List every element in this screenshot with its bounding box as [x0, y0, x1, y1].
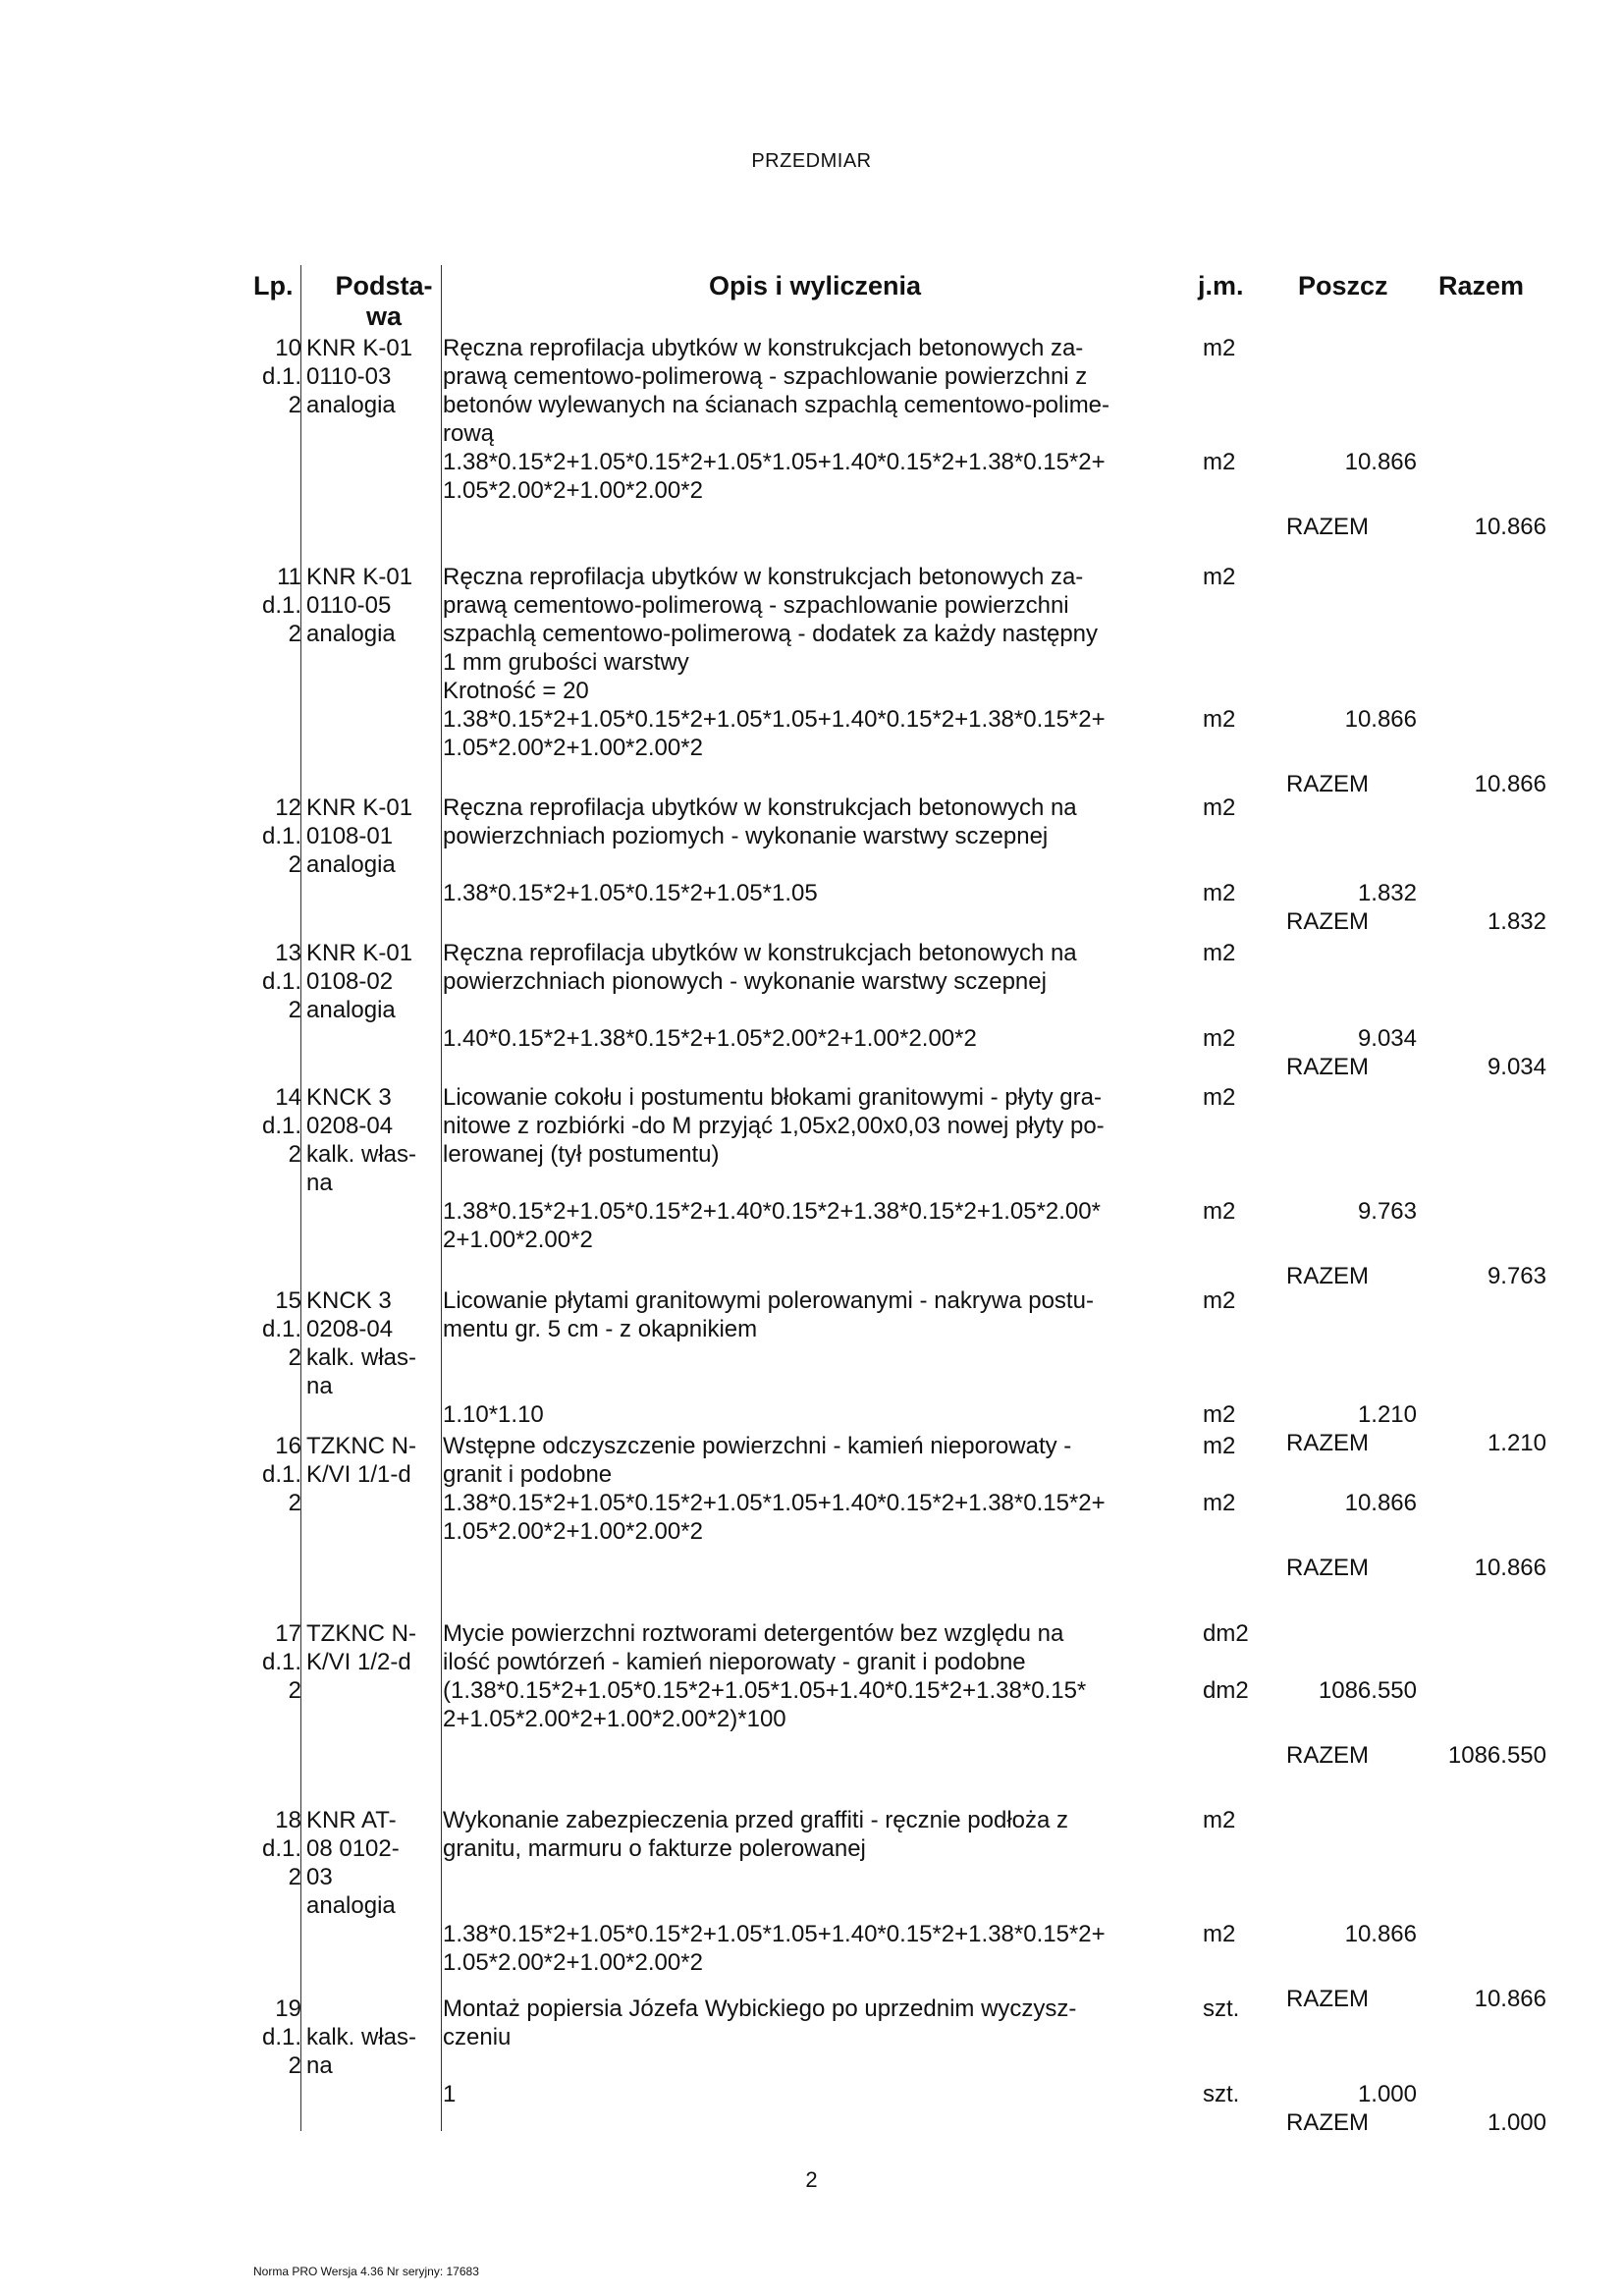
entry-razem-label: [1286, 2108, 1369, 2137]
entry-podstawa-line: TZKNC N-: [306, 1620, 416, 1647]
entry-razem-label: [1286, 1554, 1369, 1582]
entry-calc-unit: [1203, 1400, 1235, 1429]
entry-podstawa-line: analogia: [306, 1892, 396, 1919]
entry-description-line: powierzchniach poziomych - wykonanie warstwy sczepnej: [443, 823, 1049, 849]
entry-lp-line: d.1.: [261, 363, 301, 390]
entry-description-line: granitu, marmuru o fakturze polerowanej: [443, 1835, 866, 1862]
entry-calc-unit-value: m2: [1203, 1198, 1236, 1225]
entry-description-line: czeniu: [443, 2024, 512, 2050]
entry-description-line: Wstępne odczyszczenie powierzchni - kamień nieporowaty -: [443, 1433, 1072, 1459]
entry-description-line: Ręczna reprofilacja ubytków w konstrukcjach betonowych za-: [443, 335, 1084, 361]
entry-razem: [1414, 1985, 1546, 2013]
entry-podstawa: [306, 1619, 444, 1676]
entry-razem-value: 1.210: [1487, 1430, 1546, 1456]
entry-poszcz-value: 1086.550: [1318, 1677, 1417, 1704]
entry-calculation-line: 1.38*0.15*2+1.05*0.15*2+1.05*1.05: [443, 880, 818, 906]
entry-unit-value: m2: [1203, 1287, 1236, 1314]
entry-unit-value: m2: [1203, 1807, 1236, 1833]
entry-calculation: [443, 705, 1189, 762]
entry-razem-label-text: RAZEM: [1286, 1054, 1369, 1080]
entry-lp-line: 10: [275, 335, 301, 361]
entry-podstawa-line: 0208-04: [306, 1316, 394, 1342]
entry-razem-label-text: RAZEM: [1286, 771, 1369, 797]
entry-podstawa-line: KNR K-01: [306, 335, 413, 361]
entry-calculation: [443, 1400, 1189, 1429]
entry-podstawa-line: kalk. włas-: [306, 2024, 417, 2050]
entry-unit: [1203, 793, 1235, 822]
entry-calculation-line: 1: [443, 2081, 457, 2107]
entry-calculation-line: 1.05*2.00*2+1.00*2.00*2: [443, 477, 703, 504]
entry-calc-unit-value: m2: [1203, 1025, 1236, 1052]
entry-podstawa: [306, 1083, 444, 1197]
entry-calc-unit-value: m2: [1203, 706, 1236, 733]
entry-podstawa: [306, 334, 444, 419]
entry-podstawa-line: analogia: [306, 997, 396, 1023]
entry-calc-unit: [1203, 1024, 1235, 1053]
entry-calculation-line: (1.38*0.15*2+1.05*0.15*2+1.05*1.05+1.40*0.15*2+1.38*0.15*: [443, 1677, 1087, 1704]
entry-calc-unit: [1203, 879, 1235, 907]
entry-calculation-line: 1.05*2.00*2+1.00*2.00*2: [443, 1949, 703, 1976]
entry-lp: [241, 793, 301, 879]
entry-lp: [241, 1083, 301, 1169]
entry-unit: [1203, 1806, 1235, 1834]
entry-poszcz-value: 10.866: [1344, 449, 1417, 475]
entry-description-line: prawą cementowo-polimerową - szpachlowanie powierzchni z: [443, 363, 1088, 390]
entry-calc-unit-value: szt.: [1203, 2081, 1240, 2107]
entry-unit-value: m2: [1203, 335, 1236, 361]
entry-lp: [241, 1806, 301, 1891]
entry-poszcz: [1276, 1400, 1417, 1429]
entry-poszcz-value: 10.866: [1344, 1921, 1417, 1947]
entry-lp: [241, 939, 301, 1024]
entry-calculation: [443, 448, 1189, 505]
entry-podstawa: [306, 939, 444, 1024]
entry-description: [443, 1995, 1189, 2051]
entry-calculation-line: 1.38*0.15*2+1.05*0.15*2+1.05*1.05+1.40*0.15*2+1.38*0.15*2+: [443, 449, 1106, 475]
entry-podstawa-line: 0110-03: [306, 363, 392, 390]
entry-description-line: Montaż popiersia Józefa Wybickiego po uprzednim wyczysz-: [443, 1995, 1077, 2022]
entry-razem-label: [1286, 770, 1369, 798]
entry-description-line: Ręczna reprofilacja ubytków w konstrukcjach betonowych na: [443, 794, 1077, 821]
entry-poszcz-value: 9.763: [1357, 1198, 1417, 1225]
header-poszcz: Poszcz: [1298, 271, 1388, 301]
header-podstawa: [325, 271, 443, 332]
entry-unit: [1203, 1286, 1235, 1315]
entry-lp-line: 2: [288, 1344, 301, 1371]
entry-lp: [241, 563, 301, 648]
entry-description-line: Ręczna reprofilacja ubytków w konstrukcjach betonowych na: [443, 940, 1077, 966]
entry-razem-label: [1286, 1985, 1369, 2013]
entry-razem-label-text: RAZEM: [1286, 1742, 1369, 1769]
entry-razem: [1414, 907, 1546, 936]
entry-podstawa: [306, 1286, 444, 1400]
entry-razem: [1414, 1053, 1546, 1081]
entry-poszcz-value: 10.866: [1344, 1490, 1417, 1516]
entry-description-line: betonów wylewanych na ścianach szpachlą cementowo-polime-: [443, 392, 1110, 418]
entry-podstawa-line: [306, 1995, 444, 2023]
entry-razem-label-text: RAZEM: [1286, 514, 1369, 540]
entry-razem-value: 9.763: [1487, 1263, 1546, 1289]
entry-razem-value: 9.034: [1487, 1054, 1546, 1080]
entry-calculation: [443, 1920, 1189, 1977]
entry-lp-line: 2: [288, 851, 301, 878]
entry-podstawa-line: KNCK 3: [306, 1287, 392, 1314]
entry-calculation-line: 1.38*0.15*2+1.05*0.15*2+1.05*1.05+1.40*0.15*2+1.38*0.15*2+: [443, 1490, 1106, 1516]
entry-description-line: Licowanie cokołu i postumentu błokami granitowymi - płyty gra-: [443, 1084, 1102, 1111]
entry-poszcz: [1276, 448, 1417, 476]
entry-podstawa-line: KNR K-01: [306, 564, 413, 590]
entry-lp-line: 2: [288, 1141, 301, 1168]
entry-lp-line: 2: [288, 1490, 301, 1516]
entry-podstawa-line: KNR AT-: [306, 1807, 397, 1833]
entry-lp-line: d.1.: [261, 592, 301, 619]
entry-podstawa: [306, 1995, 444, 2080]
entry-calculation: [443, 1676, 1189, 1733]
entry-calculation-line: 2+1.05*2.00*2+1.00*2.00*2)*100: [443, 1706, 786, 1732]
entry-calculation-line: 1.05*2.00*2+1.00*2.00*2: [443, 735, 703, 761]
entry-calc-unit-value: m2: [1203, 449, 1236, 475]
entry-unit: [1203, 563, 1235, 591]
entry-poszcz: [1276, 2080, 1417, 2108]
entry-razem: [1414, 1554, 1546, 1582]
entry-podstawa: [306, 793, 444, 879]
entry-lp-line: 2: [288, 621, 301, 647]
entry-podstawa-line: 0110-05: [306, 592, 392, 619]
entry-description-line: 1 mm grubości warstwy: [443, 649, 689, 676]
entry-lp-line: d.1.: [261, 2024, 301, 2050]
entry-lp: [241, 1619, 301, 1705]
entry-lp-line: 2: [288, 1677, 301, 1704]
entry-unit-value: m2: [1203, 1433, 1236, 1459]
entry-razem: [1414, 770, 1546, 798]
entry-description-line: prawą cementowo-polimerową - szpachlowanie powierzchni: [443, 592, 1069, 619]
footer-software-info: Norma PRO Wersja 4.36 Nr seryjny: 17683: [253, 2265, 479, 2278]
entry-unit: [1203, 334, 1235, 362]
entry-razem: [1414, 1262, 1546, 1290]
entry-poszcz: [1276, 705, 1417, 734]
entry-description: [443, 563, 1189, 705]
entry-poszcz-value: 1.000: [1357, 2081, 1417, 2107]
entry-lp-line: 17: [275, 1620, 301, 1647]
entry-razem-label: [1286, 513, 1369, 541]
entry-razem-label: [1286, 1429, 1369, 1457]
entry-podstawa-line: kalk. włas-: [306, 1141, 417, 1168]
entry-poszcz: [1276, 1920, 1417, 1948]
entry-razem-value: 10.866: [1474, 1986, 1546, 2012]
entry-description: [443, 793, 1189, 850]
entry-description: [443, 1432, 1189, 1489]
entry-podstawa-line: 08 0102-: [306, 1835, 400, 1862]
entry-poszcz: [1276, 1024, 1417, 1053]
entry-razem-label: [1286, 1741, 1369, 1770]
entry-poszcz: [1276, 1676, 1417, 1705]
entry-razem-label: [1286, 1262, 1369, 1290]
entry-razem-value: 10.866: [1474, 1555, 1546, 1581]
entry-calculation: [443, 2080, 1189, 2108]
entry-unit: [1203, 1083, 1235, 1112]
entry-calc-unit: [1203, 1920, 1235, 1948]
entry-podstawa-line: 0208-04: [306, 1113, 394, 1139]
entry-description-line: granit i podobne: [443, 1461, 613, 1488]
entry-description: [443, 1083, 1189, 1169]
entry-description-line: lerowanej (tył postumentu): [443, 1141, 720, 1168]
entry-razem-label-text: RAZEM: [1286, 2109, 1369, 2136]
entry-calc-unit-value: m2: [1203, 1490, 1236, 1516]
entry-razem-value: 10.866: [1474, 771, 1546, 797]
entry-podstawa-line: na: [306, 1373, 333, 1399]
entry-lp-line: d.1.: [261, 968, 301, 995]
entry-description-line: szpachlą cementowo-polimerową - dodatek za każdy następny: [443, 621, 1099, 647]
entry-poszcz-value: 1.832: [1357, 880, 1417, 906]
entry-unit: [1203, 1619, 1249, 1648]
entry-calc-unit-value: dm2: [1203, 1677, 1249, 1704]
entry-poszcz: [1276, 1489, 1417, 1517]
entry-lp-line: 13: [275, 940, 301, 966]
entry-razem-value: 1.000: [1487, 2109, 1546, 2136]
header-podstawa-line: Podsta-: [335, 271, 433, 301]
entry-poszcz-value: 1.210: [1357, 1401, 1417, 1428]
entry-lp: [241, 1432, 301, 1517]
entry-podstawa: [306, 563, 444, 648]
entry-podstawa: [306, 1806, 444, 1920]
entry-lp: [241, 1995, 301, 2080]
entry-podstawa-line: analogia: [306, 851, 396, 878]
entry-description-line: Wykonanie zabezpieczenia przed graffiti - ręcznie podłoża z: [443, 1807, 1069, 1833]
header-podstawa-line: wa: [365, 301, 403, 331]
document-title: PRZEDMIAR: [751, 150, 872, 172]
entry-podstawa-line: kalk. włas-: [306, 1344, 417, 1371]
entry-podstawa-line: TZKNC N-: [306, 1433, 416, 1459]
entry-description: [443, 939, 1189, 996]
entry-unit: [1203, 939, 1235, 967]
page-number: 2: [805, 2167, 818, 2192]
entry-unit-value: szt.: [1203, 1995, 1240, 2022]
entry-poszcz-value: 9.034: [1357, 1025, 1417, 1052]
entry-calculation-line: 1.38*0.15*2+1.05*0.15*2+1.40*0.15*2+1.38*0.15*2+1.05*2.00*: [443, 1198, 1101, 1225]
entry-razem: [1414, 2108, 1546, 2137]
entry-podstawa-line: 0108-02: [306, 968, 394, 995]
entry-calculation-line: 1.38*0.15*2+1.05*0.15*2+1.05*1.05+1.40*0.15*2+1.38*0.15*2+: [443, 706, 1106, 733]
entry-lp-line: 19: [275, 1995, 301, 2022]
entry-razem-value: 1.832: [1487, 908, 1546, 935]
entry-calculation: [443, 879, 1189, 907]
entry-unit: [1203, 1432, 1235, 1460]
entry-podstawa-line: na: [306, 1170, 333, 1196]
entry-razem-value: 1086.550: [1447, 1742, 1546, 1769]
entry-lp-line: 16: [275, 1433, 301, 1459]
entry-description-line: powierzchniach pionowych - wykonanie warstwy sczepnej: [443, 968, 1047, 995]
entry-description-line: ilość powtórzeń - kamień nieporowaty - granit i podobne: [443, 1649, 1026, 1675]
entry-lp-line: 2: [288, 1864, 301, 1890]
entry-razem-label-text: RAZEM: [1286, 1986, 1369, 2012]
entry-description-line: Licowanie płytami granitowymi polerowanymi - nakrywa postu-: [443, 1287, 1094, 1314]
entry-description: [443, 1806, 1189, 1863]
entry-razem-label-text: RAZEM: [1286, 1555, 1369, 1581]
entry-calc-unit: [1203, 1676, 1249, 1705]
entry-unit-value: m2: [1203, 794, 1236, 821]
entry-lp-line: 11: [277, 564, 301, 590]
entry-podstawa-line: 03: [306, 1864, 333, 1890]
entry-description-line: rową: [443, 420, 495, 447]
entry-description-line: Ręczna reprofilacja ubytków w konstrukcjach betonowych za-: [443, 564, 1084, 590]
entry-unit-value: dm2: [1203, 1620, 1249, 1647]
entry-calculation: [443, 1197, 1189, 1254]
entry-lp: [241, 334, 301, 419]
entry-description: [443, 334, 1189, 448]
entry-description-line: Mycie powierzchni roztworami detergentów bez względu na: [443, 1620, 1064, 1647]
entry-lp-line: 18: [275, 1807, 301, 1833]
entry-podstawa-line: K/VI 1/2-d: [306, 1649, 411, 1675]
entry-calc-unit: [1203, 2080, 1239, 2108]
entry-podstawa-line: na: [306, 2052, 333, 2079]
entry-lp-line: d.1.: [261, 823, 301, 849]
entry-lp-line: d.1.: [261, 1461, 301, 1488]
entry-calculation: [443, 1489, 1189, 1546]
entry-description: [443, 1286, 1189, 1343]
entry-lp-line: 14: [275, 1084, 301, 1111]
entry-unit-value: m2: [1203, 940, 1236, 966]
entry-calc-unit: [1203, 705, 1235, 734]
entry-calculation-line: 2+1.00*2.00*2: [443, 1227, 593, 1253]
header-lp: Lp.: [253, 271, 294, 301]
entry-unit-value: m2: [1203, 1084, 1236, 1111]
entry-description-line: Krotność = 20: [443, 678, 589, 704]
entry-razem-label: [1286, 1053, 1369, 1081]
entry-lp-line: 2: [288, 997, 301, 1023]
entry-calc-unit: [1203, 448, 1235, 476]
entry-podstawa-line: analogia: [306, 392, 396, 418]
entry-description-line: nitowe z rozbiórki -do M przyjąć 1,05x2,00x0,03 nowej płyty po-: [443, 1113, 1105, 1139]
entry-razem: [1414, 1741, 1546, 1770]
entry-description: [443, 1619, 1189, 1676]
entry-razem: [1414, 1429, 1546, 1457]
entry-lp-line: d.1.: [261, 1316, 301, 1342]
entry-calculation-line: 1.10*1.10: [443, 1401, 544, 1428]
entry-unit-value: m2: [1203, 564, 1236, 590]
entry-poszcz: [1276, 1197, 1417, 1226]
entry-calculation-line: 1.38*0.15*2+1.05*0.15*2+1.05*1.05+1.40*0.15*2+1.38*0.15*2+: [443, 1921, 1106, 1947]
header-opis: Opis i wyliczenia: [708, 271, 922, 301]
entry-poszcz: [1276, 879, 1417, 907]
entry-calculation-line: 1.05*2.00*2+1.00*2.00*2: [443, 1518, 703, 1545]
entry-calculation-line: 1.40*0.15*2+1.38*0.15*2+1.05*2.00*2+1.00*2.00*2: [443, 1025, 977, 1052]
entry-podstawa-line: analogia: [306, 621, 396, 647]
entry-unit: [1203, 1995, 1239, 2023]
entry-poszcz-value: 10.866: [1344, 706, 1417, 733]
entry-lp-line: d.1.: [261, 1113, 301, 1139]
entry-razem-value: 10.866: [1474, 514, 1546, 540]
entry-lp-line: 2: [288, 2052, 301, 2079]
entry-podstawa-line: KNR K-01: [306, 940, 413, 966]
entry-description-line: mentu gr. 5 cm - z okapnikiem: [443, 1316, 758, 1342]
entry-lp-line: 12: [275, 794, 301, 821]
entry-lp-line: d.1.: [261, 1649, 301, 1675]
entry-razem: [1414, 513, 1546, 541]
entry-lp: [241, 1286, 301, 1372]
entry-lp-line: 15: [275, 1287, 301, 1314]
entry-calc-unit-value: m2: [1203, 880, 1236, 906]
entry-calc-unit: [1203, 1197, 1235, 1226]
entry-razem-label-text: RAZEM: [1286, 1263, 1369, 1289]
entry-calculation: [443, 1024, 1189, 1053]
entry-calc-unit-value: m2: [1203, 1401, 1236, 1428]
entry-lp-line: 2: [288, 392, 301, 418]
header-jm: j.m.: [1198, 271, 1244, 301]
entry-podstawa-line: KNCK 3: [306, 1084, 392, 1111]
entry-razem-label-text: RAZEM: [1286, 1430, 1369, 1456]
entry-podstawa-line: KNR K-01: [306, 794, 413, 821]
entry-calc-unit: [1203, 1489, 1235, 1517]
entry-podstawa-line: 0108-01: [306, 823, 394, 849]
entry-calc-unit-value: m2: [1203, 1921, 1236, 1947]
entry-razem-label: [1286, 907, 1369, 936]
header-razem: Razem: [1438, 271, 1525, 301]
entry-podstawa-line: K/VI 1/1-d: [306, 1461, 411, 1488]
entry-lp-line: d.1.: [261, 1835, 301, 1862]
entry-podstawa: [306, 1432, 444, 1489]
entry-razem-label-text: RAZEM: [1286, 908, 1369, 935]
